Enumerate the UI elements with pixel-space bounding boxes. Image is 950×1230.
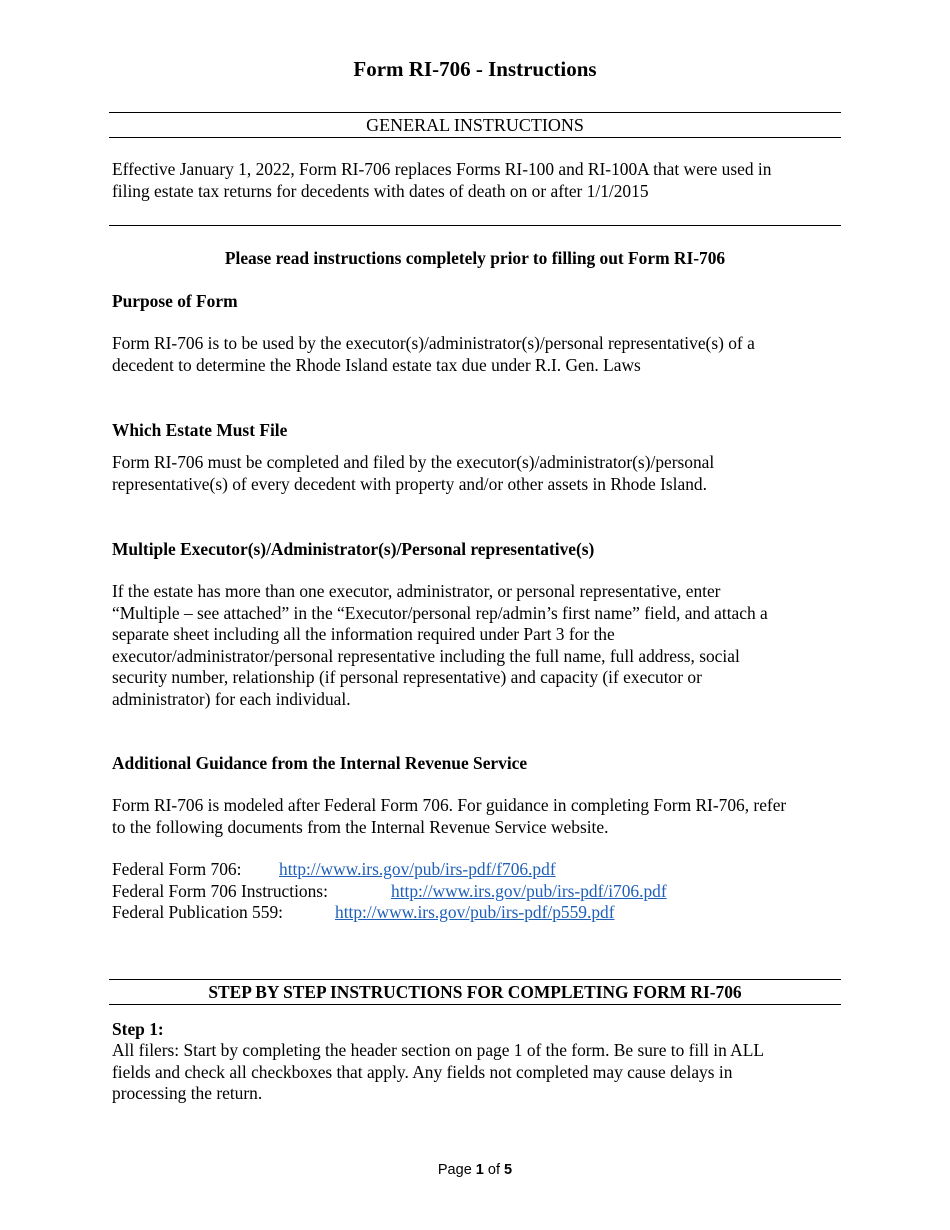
paragraph-line: Form RI-706 is to be used by the executor(s)/administrator(s)/personal representative(s) of a <box>112 333 755 353</box>
page-word: Page <box>437 1162 472 1178</box>
multiple-executors-heading: Multiple Executor(s)/Administrator(s)/Personal representative(s) <box>112 539 595 559</box>
paragraph-line: filing estate tax returns for decedents with dates of death on or after 1/1/2015 <box>112 180 649 201</box>
publication-559-link[interactable]: http://www.irs.gov/pub/irs-pdf/p559.pdf <box>335 902 615 922</box>
divider-rule <box>109 225 841 226</box>
irs-guidance-paragraph <box>112 795 847 838</box>
current-page-number: 1 <box>475 1162 484 1178</box>
section-rule-bottom <box>109 137 841 138</box>
reference-label: Federal Publication 559: <box>112 902 283 922</box>
paragraph-line: processing the return. <box>112 1083 263 1103</box>
reference-label: Federal Form 706: <box>112 859 242 879</box>
reference-label: Federal Form 706 Instructions: <box>112 881 328 901</box>
page-number-footer <box>0 1161 950 1179</box>
step-by-step-heading: STEP BY STEP INSTRUCTIONS FOR COMPLETING FORM RI-706 <box>208 982 742 1002</box>
total-page-count: 5 <box>504 1162 513 1178</box>
paragraph-line: executor/administrator/personal representative including the full name, full address, social <box>112 645 740 666</box>
form-706-link[interactable]: http://www.irs.gov/pub/irs-pdf/f706.pdf <box>279 859 556 879</box>
paragraph-line: If the estate has more than one executor, administrator, or personal representative, enter <box>112 581 721 601</box>
paragraph-line: “Multiple – see attached” in the “Executor/personal rep/admin’s first name” field, and attach a <box>112 602 768 623</box>
paragraph-line: representative(s) of every decedent with property and/or other assets in Rhode Island. <box>112 473 707 494</box>
multiple-executors-paragraph <box>112 581 847 710</box>
section-rule-bottom <box>109 1004 841 1005</box>
section-rule-top <box>109 979 841 980</box>
paragraph-line: decedent to determine the Rhode Island estate tax due under R.I. Gen. Laws <box>112 354 641 375</box>
which-estate-paragraph <box>112 452 847 495</box>
step-1-paragraph <box>112 1040 847 1105</box>
section-rule-top <box>109 112 841 113</box>
paragraph-line: Effective January 1, 2022, Form RI-706 replaces Forms RI-100 and RI-100A that were used in <box>112 159 772 179</box>
paragraph-line: Form RI-706 must be completed and filed by the executor(s)/administrator(s)/personal <box>112 452 715 472</box>
page-title: Form RI-706 - Instructions <box>353 57 597 81</box>
irs-guidance-heading: Additional Guidance from the Internal Revenue Service <box>112 753 528 773</box>
of-word: of <box>487 1162 500 1178</box>
effective-date-paragraph <box>112 159 847 202</box>
which-estate-heading: Which Estate Must File <box>112 420 288 440</box>
paragraph-line: administrator) for each individual. <box>112 688 351 709</box>
paragraph-line: Form RI-706 is modeled after Federal Form 706. For guidance in completing Form RI-706, refer <box>112 795 787 815</box>
paragraph-line: separate sheet including all the information required under Part 3 for the <box>112 624 615 644</box>
read-instructions-notice: Please read instructions completely prior to filling out Form RI-706 <box>224 248 726 268</box>
purpose-paragraph <box>112 333 847 376</box>
paragraph-line: All filers: Start by completing the header section on page 1 of the form. Be sure to fill in ALL <box>112 1040 764 1060</box>
purpose-heading: Purpose of Form <box>112 291 238 311</box>
general-instructions-heading: GENERAL INSTRUCTIONS <box>366 115 584 135</box>
paragraph-line: security number, relationship (if personal representative) and capacity (if executor or <box>112 667 702 687</box>
form-706-instructions-link[interactable]: http://www.irs.gov/pub/irs-pdf/i706.pdf <box>391 881 667 901</box>
step-1-label: Step 1: <box>112 1019 164 1039</box>
paragraph-line: to the following documents from the Internal Revenue Service website. <box>112 816 609 837</box>
paragraph-line: fields and check all checkboxes that apply. Any fields not completed may cause delays in <box>112 1061 733 1082</box>
